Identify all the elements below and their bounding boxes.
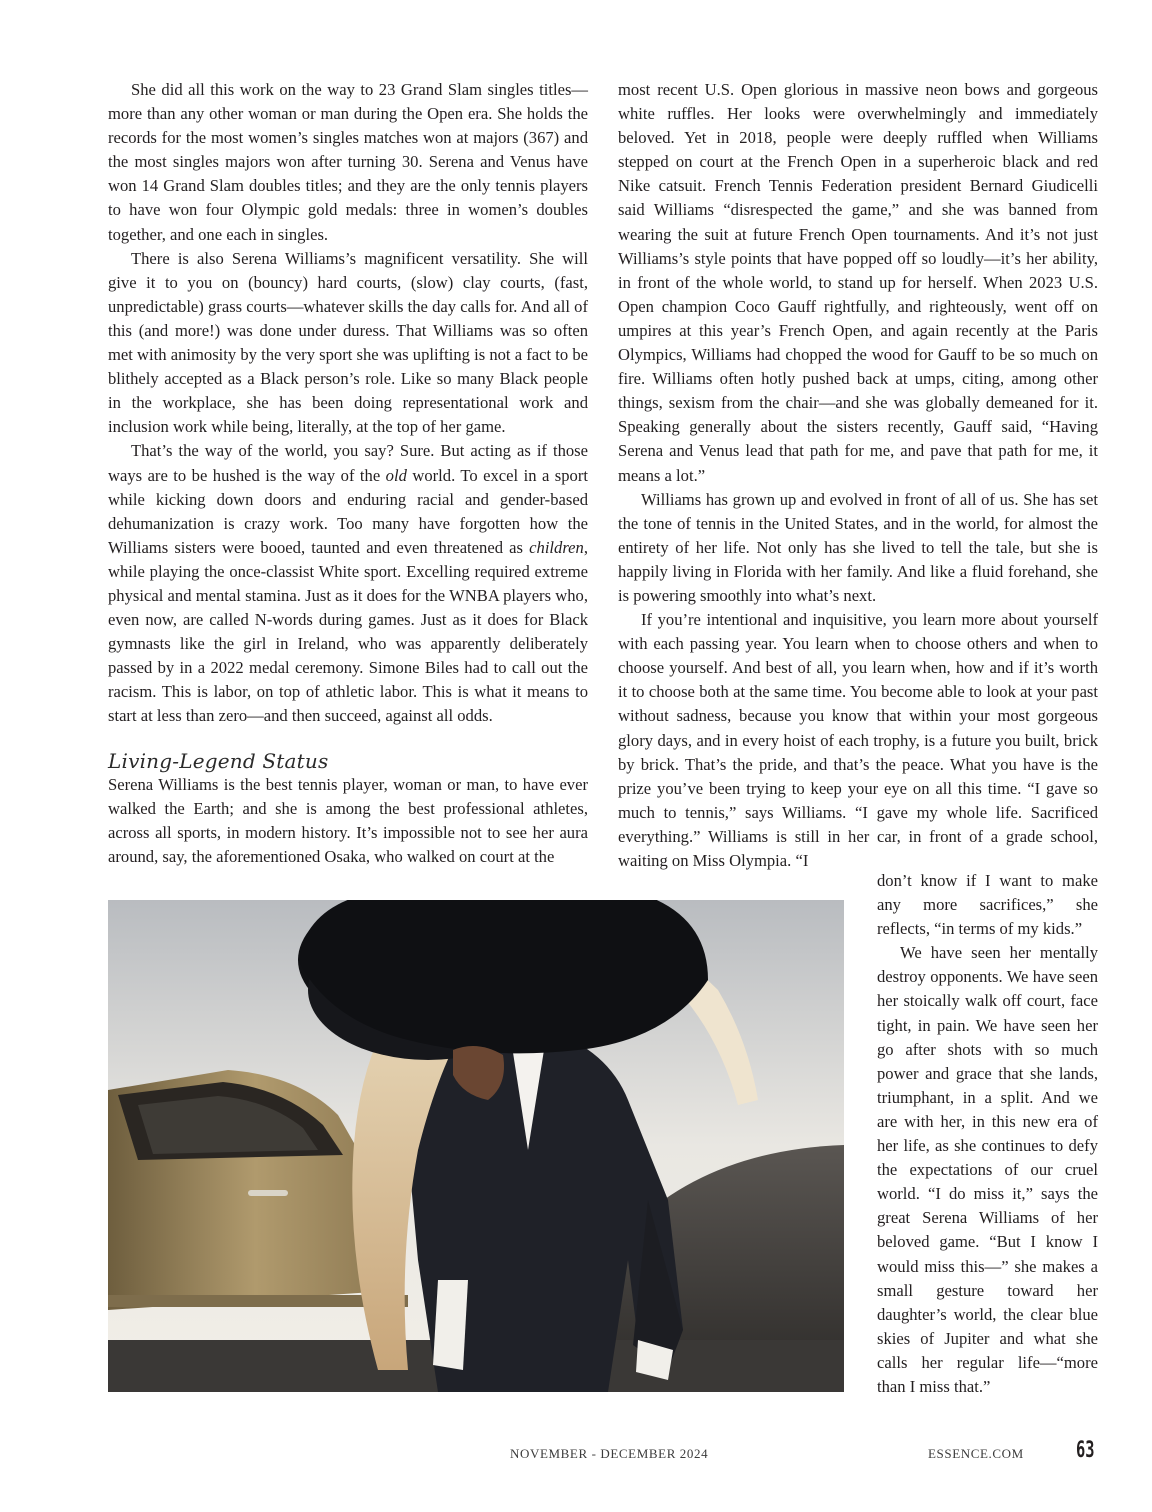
emphasis-children: children bbox=[529, 537, 584, 557]
photo-illustration bbox=[108, 900, 844, 1392]
paragraph-versatility: There is also Serena Williams’s magnificent versatility. She will give it to you on (bouncy) hard courts, (slow) clay courts, (fast, unpredictable) grass courts—whatever skills the day calls for. And all of this (and more!) was done under duress. That Williams was so often met with animosity by the very sport she was uplifting is not a fact to be blithely accepted as a Black person’s role. Like so many Black people in the workplace, she has been doing representational work and inclusion work while being, literally, at the top of her game. bbox=[108, 248, 588, 437]
issue-date: NOVEMBER - DECEMBER 2024 bbox=[510, 1446, 709, 1461]
article-left-column bbox=[108, 78, 588, 869]
paragraph-intentional: If you’re intentional and inquisitive, you learn more about yourself with each passing year. You learn when to choose others and when to choose yourself. And best of all, you learn when, how and if it’s worth it to choose both at the same time. You become able to look at your past without sadness, because you know that within your most gorgeous glory days, and in every hoist of each trophy, is a future you built, brick by brick. That’s the pride, and that’s the peace. What you have is the prize you’ve been trying to keep your eye on all this time. “I gave so much to tennis,” says Williams. “I gave my whole life. Sacrificed everything.” Williams is still in her car, in front of a grade school, waiting on Miss Olympia. “I bbox=[618, 610, 1098, 870]
paragraph-best-player: Serena Williams is the best tennis player, woman or man, to have ever walked the Earth; and she is among the best professional athletes, across all sports, in modern history. It’s impossible not to see her aura around, say, the aforementioned Osaka, who walked on court at the bbox=[108, 774, 588, 866]
editorial-photo bbox=[108, 900, 844, 1392]
website-credit: ESSENCE.COM bbox=[928, 1446, 1024, 1461]
paragraph-way-of-world: That’s the way of the world, you say? Sure. But acting as if those ways are to be hushed is the way of the old world. To excel in a sport while kicking down doors and enduring racial and gender-based dehumanization is crazy work. Too many have forgotten how the Williams sisters were booed, taunted and even threatened as children, while playing the once-classist White sport. Excelling required extreme physical and mental stamina. Just as it does for the WNBA players who, even now, are called N-words during games. Just as it does for Black gymnasts like the girl in Ireland, who was apparently deliberately passed by in a 2022 medal ceremony. Simone Biles had to call out the racism. This is labor, on top of athletic labor. This is what it means to start at less than zero—and then succeed, against all odds. bbox=[108, 441, 588, 726]
paragraph-sacrifices: don’t know if I want to make any more sacrifices,” she reflects, “in terms of my kids.” bbox=[877, 871, 1098, 939]
emphasis-old: old bbox=[385, 465, 407, 485]
article-right-column bbox=[618, 78, 1098, 873]
page-number: 63 bbox=[1076, 1438, 1095, 1463]
paragraph-grand-slam: She did all this work on the way to 23 Grand Slam singles titles—more than any other woman or man during the Open era. She holds the records for the most women’s singles matches won at majors (367) and the most singles majors won after turning 30. Serena and Venus have won 14 Grand Slam doubles titles; and they are the only tennis players to have won four Olympic gold medals: three in women’s doubles together, and one each in singles. bbox=[108, 80, 588, 244]
article-right-narrow-column bbox=[877, 869, 1098, 1399]
paragraph-we-have-seen: We have seen her mentally destroy opponents. We have seen her stoically walk off court, face tight, in pain. We have seen her go after shots with so much power and grace that she lands, triumphant, in a split. And we are with her, in this new era of her life, as she continues to defy the expectations of our cruel world. “I do miss it,” says the great Serena Williams of her beloved game. “But I know I would miss this—” she makes a small gesture toward her daughter’s world, the clear blue skies of Jupiter and what she calls her regular life—“more than I miss that.” bbox=[877, 943, 1098, 1396]
paragraph-grown-up: Williams has grown up and evolved in front of all of us. She has set the tone of tennis in the United States, and in the world, for almost the entirety of her life. Not only has she lived to tell the tale, but she is happily living in Florida with her family. And like a fluid forehand, she is powering smoothly into what’s next. bbox=[618, 489, 1098, 605]
paragraph-us-open-looks: most recent U.S. Open glorious in massive neon bows and gorgeous white ruffles. Her looks were overwhelmingly and immediately beloved. Yet in 2018, people were deeply ruffled when Williams stepped on court at the French Open in a superheroic black and red Nike catsuit. French Tennis Federation president Bernard Giudicelli said Williams “disrespected the game,” and she was banned from wearing the suit at future French Open tournaments. And it’s not just Williams’s style points that have popped off so loudly—it’s her ability, in front of the whole world, to stand up for herself. When 2023 U.S. Open champion Coco Gauff rightfully, and righteously, went off on umpires at this year’s French Open, and again recently at the Paris Olympics, Williams had chopped the wood for Gauff to be so much on fire. Williams often hotly pushed back at umps, citing, among other things, sexism from the chair—and she was globally demeaned for it. Speaking generally about the sisters recently, Gauff said, “Having Serena and Venus lead that path for me, and pave that path for me, it means a lot.” bbox=[618, 80, 1098, 485]
section-subhead: Living-Legend Status bbox=[108, 748, 329, 773]
